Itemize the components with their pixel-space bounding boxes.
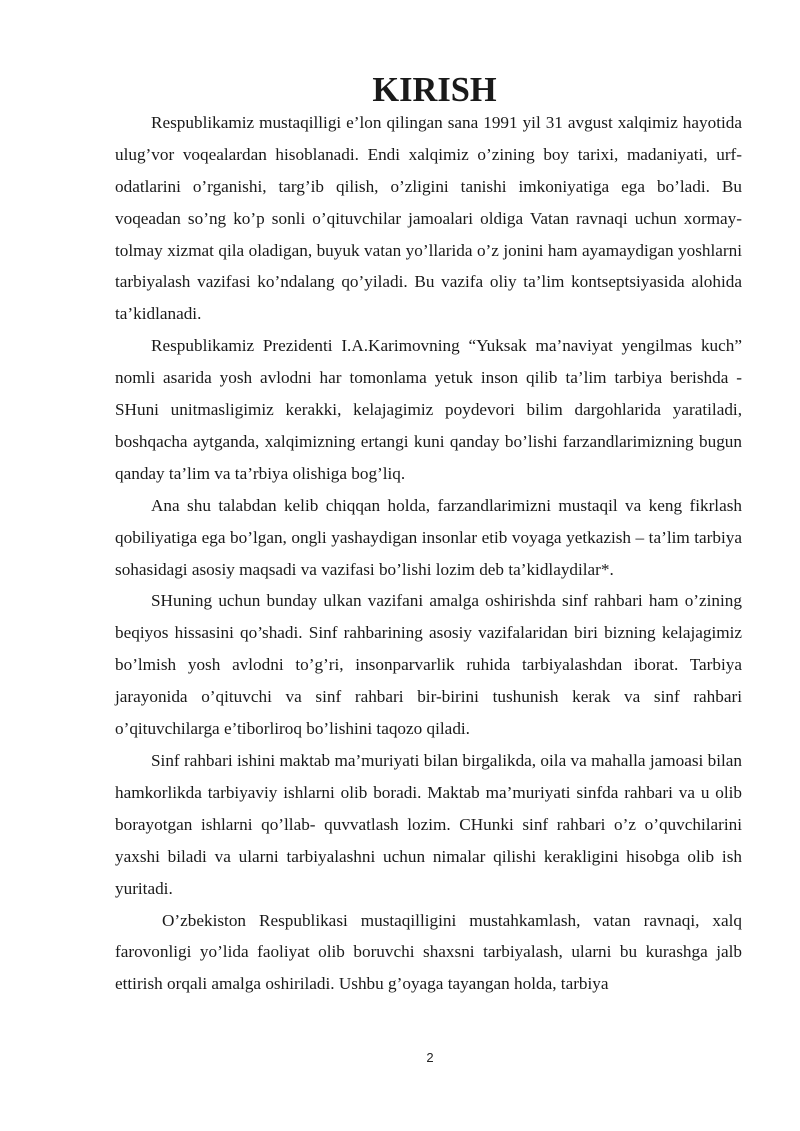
document-body — [115, 71, 742, 1000]
paragraph-4: SHuning uchun bunday ulkan vazifani amalga oshirishda sinf rahbari ham o’zining beqiyos hissasini qo’shadi. Sinf rahbarining asosiy vazifalaridan biri bizning kelajagimiz bo’lmish yosh avlodni to’g’ri, insonparvarlik ruhida tarbiyalashdan iborat. Tarbiya jarayonida o’qituvchi va sinf rahbari bir-birini tushunish kerak va sinf rahbari o’qituvchilarga e’tiborliroq bo’lishini taqozo qiladi. — [115, 591, 742, 739]
paragraph-6: O’zbekiston Respublikasi mustaqilligini mustahkamlash, vatan ravnaqi, xalq farovonligi yo’lida faoliyat olib boruvchi shaxsni tarbiyalash, ularni bu kurashga jalb ettirish orqali amalga oshiriladi. Ushbu g’oyaga tayangan holda, tarbiya — [115, 910, 742, 994]
page-number: 2 — [426, 1050, 434, 1065]
paragraph-1: Respublikamiz mustaqilligi e’lon qilingan sana 1991 yil 31 avgust xalqimiz hayotida ulug’vor voqealardan hisoblanadi. Endi xalqimiz o’zining boy tarixi, madaniyati, urf-odatlarini o’rganishi, targ’ib qilish, o’zligini tanishi imkoniyatiga ega bo’ladi. Bu voqeadan so’ng ko’p sonli o’qituvchilar jamoalari oldiga Vatan ravnaqi uchun xormay-tolmay xizmat qila oladigan, buyuk vatan yo’llarida o’z jonini ham ayamaydigan yoshlarni tarbiyalash vazifasi ko’ndalang qo’yiladi. Bu vazifa oliy ta’lim kontseptsiyasida alohida ta’kidlanadi. — [115, 112, 742, 324]
paragraph-3: Ana shu talabdan kelib chiqqan holda, farzandlarimizni mustaqil va keng fikrlash qobiliyatiga ega bo’lgan, ongli yashaydigan insonlar etib voyaga yetkazish – ta’lim tarbiya sohasidagi asosiy maqsadi va vazifasi bo’lishi lozim deb ta’kidlaydilar*. — [115, 495, 742, 579]
paragraph-5: Sinf rahbari ishini maktab ma’muriyati bilan birgalikda, oila va mahalla jamoasi bilan hamkorlikda tarbiyaviy ishlarni olib boradi. Maktab ma’muriyati sinfda rahbari va u olib borayotgan ishlarni qo’llab- quvvatlash lozim. CHunki sinf rahbari o’z o’quvchilarini yaxshi biladi va ularni tarbiyalashni uchun nimalar qilishi kerakligini hisobga olib ish yuritadi. — [115, 751, 742, 898]
paragraph-2: Respublikamiz Prezidenti I.A.Karimovning “Yuksak ma’naviyat yengilmas kuch” nomli asarida yosh avlodni har tomonlama yetuk inson qilib ta’lim tarbiya berishda - SHuni unitmasligimiz kerakki, kelajagimiz poydevori bilim dargohlarida yaratiladi, boshqacha aytganda, xalqimizning ertangi kuni qanday bo’lishi farzandlarimizning bugun qanday ta’lim va ta’rbiya olishiga bog’liq. — [115, 336, 742, 483]
section-title: KIRISH — [372, 71, 497, 109]
